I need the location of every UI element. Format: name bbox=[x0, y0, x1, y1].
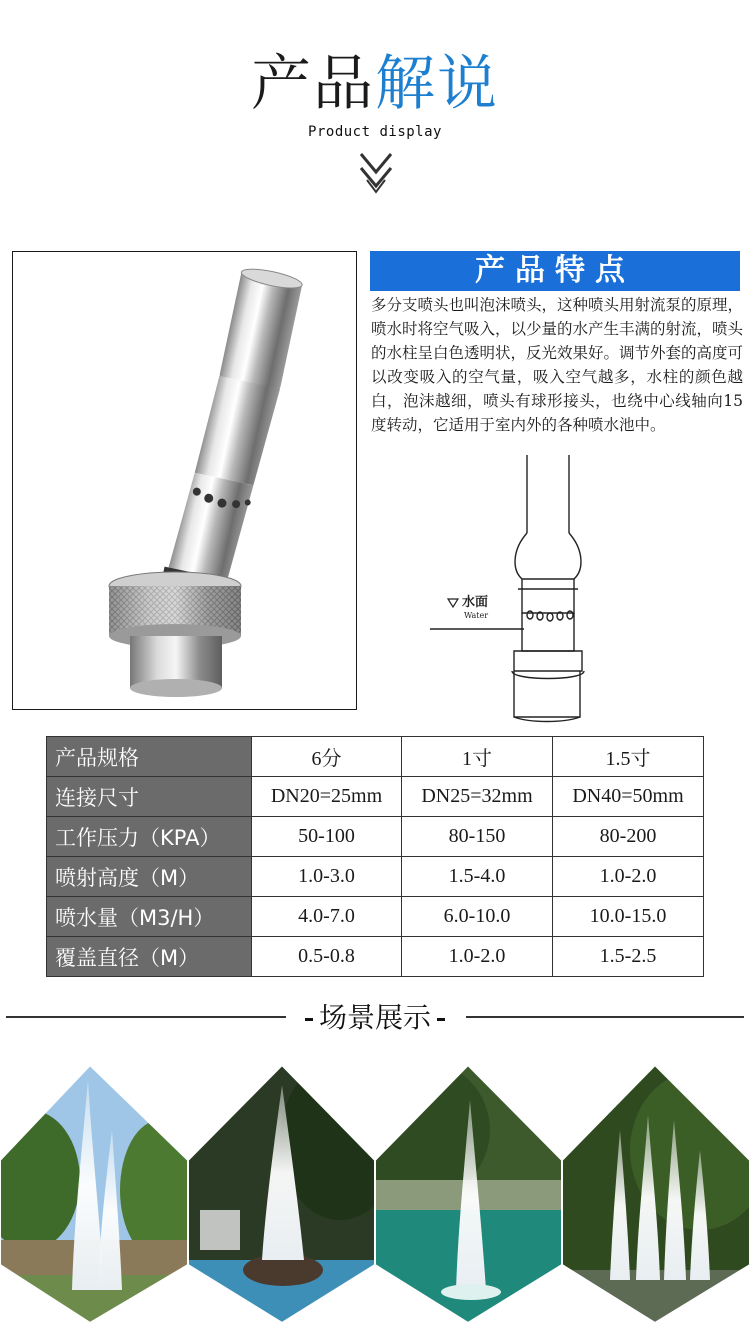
scene-title-text: 场景展示 bbox=[318, 1001, 431, 1034]
page-title bbox=[0, 48, 750, 120]
double-chevron-down-icon bbox=[358, 150, 394, 196]
spec-cell: 50-100 bbox=[252, 817, 402, 857]
spec-cell: 4.0-7.0 bbox=[252, 897, 402, 937]
spec-label: 连接尺寸 bbox=[47, 777, 252, 817]
spec-cell: 1.5-4.0 bbox=[402, 857, 553, 897]
scene-title-dash bbox=[305, 1018, 313, 1021]
spec-label: 工作压力（KPA） bbox=[47, 817, 252, 857]
product-image-frame bbox=[12, 251, 357, 710]
scene-title-dash bbox=[437, 1018, 445, 1021]
nozzle-product-photo bbox=[13, 252, 358, 711]
spec-label: 喷水量（M3/H） bbox=[47, 897, 252, 937]
spec-cell: 1.0-3.0 bbox=[252, 857, 402, 897]
nozzle-diagram bbox=[430, 455, 610, 727]
page-title-blue: 解说 bbox=[375, 49, 499, 119]
spec-cell: DN25=32mm bbox=[402, 777, 553, 817]
water-label-cn: 水面 bbox=[462, 595, 489, 610]
spec-cell: 80-150 bbox=[402, 817, 553, 857]
table-row bbox=[47, 817, 704, 857]
spec-cell: 1.5-2.5 bbox=[553, 937, 704, 977]
water-level-icon bbox=[448, 599, 458, 607]
spec-cell: DN20=25mm bbox=[252, 777, 402, 817]
water-label-en: Water bbox=[464, 611, 489, 620]
spec-cell: 0.5-0.8 bbox=[252, 937, 402, 977]
spec-cell: DN40=50mm bbox=[553, 777, 704, 817]
spec-cell: 1寸 bbox=[402, 737, 553, 777]
table-row bbox=[47, 937, 704, 977]
features-description: 多分支喷头也叫泡沫喷头，这种喷头用射流泵的原理，喷水时将空气吸入，以少量的水产生丰满的射流，喷头的水柱呈白色透明状，反光效果好。调节外套的高度可以改变吸入的空气量，吸入空气越多，水柱的颜色越白，泡沫越细，喷头有球形接头，也绕中心线轴向15度转动，它适用于室内外的各种喷水池中。 bbox=[371, 296, 744, 434]
scene-title bbox=[0, 998, 750, 1038]
spec-label: 产品规格 bbox=[47, 737, 252, 777]
spec-cell: 10.0-15.0 bbox=[553, 897, 704, 937]
table-row bbox=[47, 897, 704, 937]
spec-cell: 6分 bbox=[252, 737, 402, 777]
table-row bbox=[47, 857, 704, 897]
table-row bbox=[47, 777, 704, 817]
page-title-dark: 产品 bbox=[251, 49, 375, 119]
page-subtitle: Product display bbox=[308, 124, 442, 140]
spec-label: 喷射高度（M） bbox=[47, 857, 252, 897]
spec-label: 覆盖直径（M） bbox=[47, 937, 252, 977]
spec-table bbox=[46, 736, 704, 977]
features-banner: 产品特点 bbox=[370, 251, 740, 291]
spec-cell: 80-200 bbox=[553, 817, 704, 857]
spec-cell: 1.5寸 bbox=[553, 737, 704, 777]
table-row bbox=[47, 737, 704, 777]
scene-photo-strip bbox=[0, 1060, 750, 1323]
spec-cell: 1.0-2.0 bbox=[553, 857, 704, 897]
spec-cell: 6.0-10.0 bbox=[402, 897, 553, 937]
spec-cell: 1.0-2.0 bbox=[402, 937, 553, 977]
